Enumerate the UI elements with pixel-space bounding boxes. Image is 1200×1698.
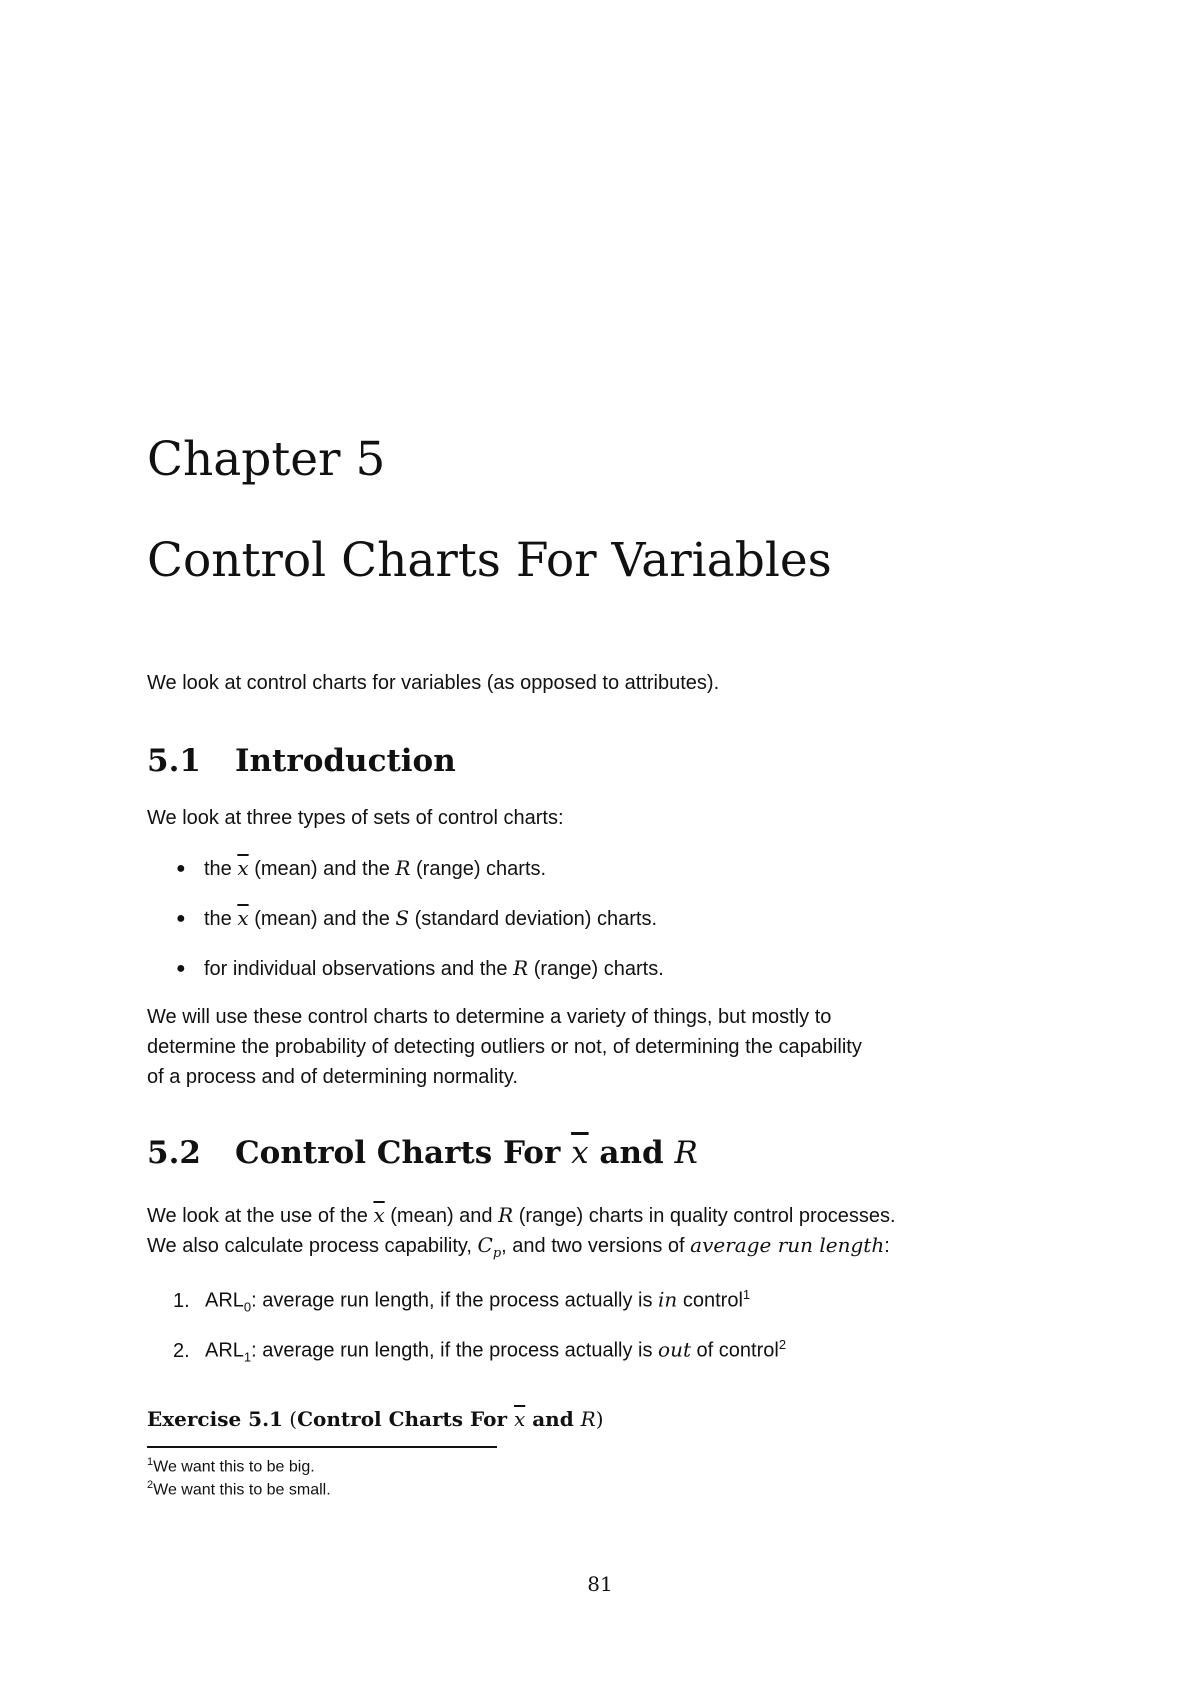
emphasis-text: in [658, 1287, 678, 1312]
bullet-item: ● for individual observations and the R (range) charts. [176, 953, 664, 984]
math-x-bar: $\overline{x}$ [237, 856, 249, 880]
chapter-label: Chapter 5 [147, 432, 386, 487]
exercise-label: Exercise 5.1 [147, 1407, 283, 1431]
math-r: R [674, 1135, 698, 1171]
bullet-item: ● the $\overline{x}$ (mean) and the R (range) charts. [176, 853, 546, 884]
math-cp: C [477, 1233, 493, 1257]
enumerated-item: 2. $ARL_1$: average run length, if the process actually is out of control$^2$ [173, 1337, 787, 1365]
emphasis-text: out [658, 1337, 691, 1362]
section-heading-control-charts: 5.2 Control Charts For $\overline{x}$ and R [147, 1135, 698, 1171]
footnote-mark: 1 [147, 1456, 154, 1468]
math-s: S [395, 906, 410, 930]
paragraph-line: of a process and of determining normality. [147, 1066, 518, 1088]
footnote-divider [147, 1446, 497, 1448]
footnote-mark: 2 [147, 1479, 154, 1491]
page-number: 81 [587, 1572, 613, 1596]
section-heading-introduction [147, 741, 456, 781]
bullet-icon: ● [176, 860, 186, 877]
footnote: $^1$We want this to be big. [147, 1456, 315, 1476]
exercise-heading: Exercise 5.1 (Control Charts For $\overline{x}$ and R) [147, 1407, 604, 1431]
paragraph-line: We also calculate process capability, $C_p$, and two versions of average run length: [147, 1233, 890, 1261]
item-number: 1. [173, 1289, 190, 1312]
bullet-icon: ● [176, 960, 186, 977]
chapter-title: Control Charts For Variables [147, 533, 832, 588]
section-number: 5.1 [147, 743, 201, 779]
paragraph-line: We look at the use of the $\overline{x}$ (mean) and R (range) charts in quality control processes. [147, 1203, 896, 1227]
bullet-icon: ● [176, 910, 186, 927]
math-x-bar: $\overline{x}$ [237, 906, 249, 930]
emphasis-text: average run length [690, 1233, 885, 1257]
math-x-bar: $\overline{x}$ [513, 1407, 526, 1431]
paragraph-line: We will use these control charts to determine a variety of things, but mostly to [147, 1006, 832, 1028]
section-lead: We look at three types of sets of control charts: [147, 807, 564, 829]
intro-paragraph: We look at control charts for variables (as opposed to attributes). [147, 672, 720, 694]
math-r: R [395, 856, 411, 880]
paragraph-line: determine the probability of detecting outliers or not, of determining the capability [147, 1036, 862, 1058]
footnote-marker[interactable]: 2 [778, 1337, 787, 1352]
section-number: 5.2 [147, 1135, 201, 1171]
math-r: R [580, 1407, 596, 1431]
math-x-bar: $\overline{x}$ [571, 1135, 589, 1171]
item-number: 2. [173, 1339, 190, 1362]
bullet-item: ● the $\overline{x}$ (mean) and the S (standard deviation) charts. [176, 903, 657, 934]
enumerated-item: 1. $ARL_0$: average run length, if the process actually is in control$^1$ [173, 1287, 751, 1315]
footnote: $^2$We want this to be small. [147, 1479, 331, 1499]
math-r: R [513, 956, 529, 980]
section-title: Introduction [235, 743, 456, 779]
footnote-marker[interactable]: 1 [742, 1287, 751, 1302]
math-x-bar: $\overline{x}$ [373, 1203, 385, 1227]
math-r: R [498, 1203, 514, 1227]
